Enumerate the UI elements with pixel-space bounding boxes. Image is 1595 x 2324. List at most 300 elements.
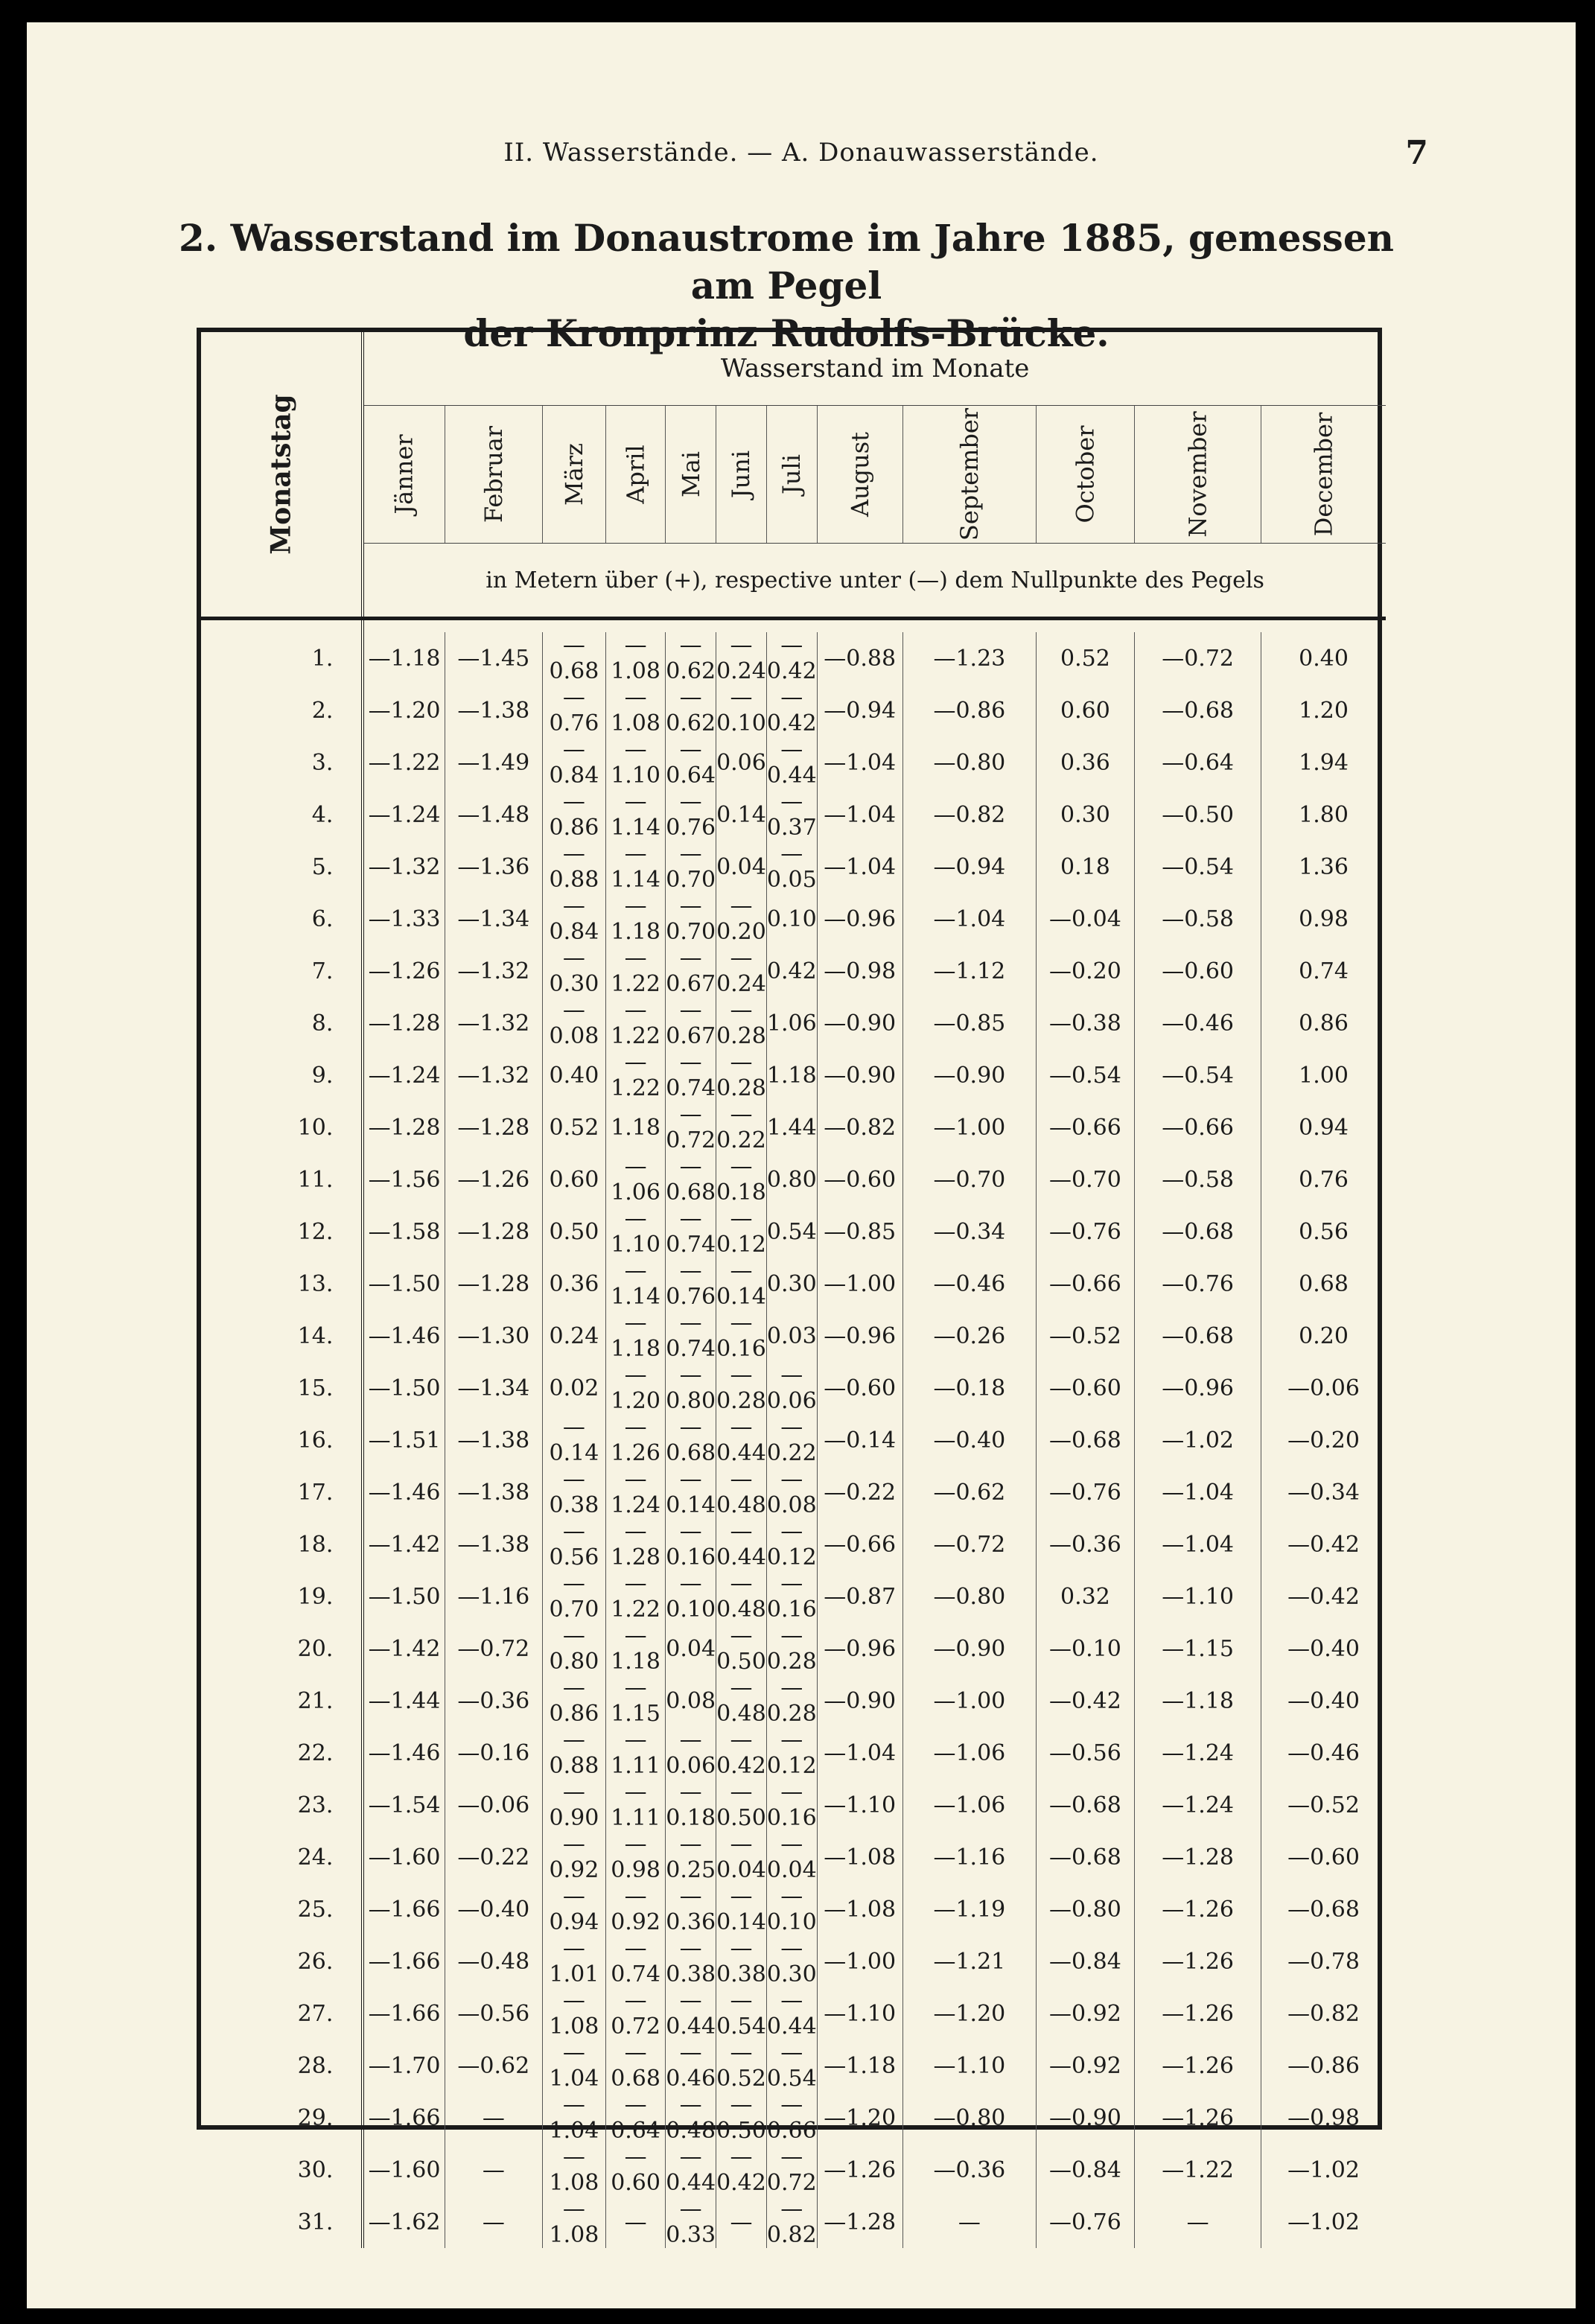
value-cell: —0.86 <box>902 684 1036 736</box>
value-cell: 0.30 <box>766 1258 817 1310</box>
value-cell: —0.70 <box>902 1153 1036 1206</box>
month-label: October <box>1071 425 1100 523</box>
value-cell: —0.64 <box>605 2092 665 2144</box>
value-cell: —1.22 <box>605 997 665 1049</box>
value-cell: —0.38 <box>666 1935 716 1987</box>
day-cell: 18. <box>201 1518 363 1570</box>
value-cell: —1.24 <box>363 1049 445 1101</box>
value-cell: —0.85 <box>817 1206 902 1258</box>
day-cell: 30. <box>201 2144 363 2196</box>
table-row <box>201 1206 1386 1258</box>
value-cell: —1.08 <box>605 632 665 684</box>
day-cell: 23. <box>201 1779 363 1831</box>
value-cell: —1.18 <box>605 893 665 945</box>
value-cell: —1.38 <box>445 684 542 736</box>
table-row <box>201 1987 1386 2040</box>
table-row <box>201 2144 1386 2196</box>
table-frame <box>197 328 1382 2248</box>
value-cell: —0.28 <box>766 1623 817 1675</box>
value-cell: —0.28 <box>716 1049 766 1101</box>
value-cell: —1.22 <box>605 945 665 997</box>
value-cell: —0.68 <box>1134 1310 1261 1362</box>
value-cell: —0.56 <box>1036 1727 1134 1779</box>
month-header-2 <box>445 406 542 544</box>
value-cell: —1.20 <box>817 2092 902 2144</box>
value-cell: —0.84 <box>542 893 605 945</box>
value-cell: —0.44 <box>766 736 817 789</box>
value-cell: —1.22 <box>605 1049 665 1101</box>
value-cell: —0.96 <box>1134 1362 1261 1414</box>
value-cell: —1.04 <box>1134 1466 1261 1518</box>
month-label: April <box>621 445 650 504</box>
value-cell: —0.38 <box>1036 997 1134 1049</box>
value-cell: —1.10 <box>902 2040 1036 2092</box>
value-cell: —1.06 <box>902 1779 1036 1831</box>
value-cell: —1.11 <box>605 1779 665 1831</box>
day-cell: 10. <box>201 1101 363 1153</box>
value-cell: —0.50 <box>716 1623 766 1675</box>
table-row <box>201 945 1386 997</box>
value-cell: —1.10 <box>817 1987 902 2040</box>
value-cell: 0.06 <box>716 736 767 789</box>
table-row <box>201 2040 1386 2092</box>
value-cell: —1.04 <box>817 789 902 841</box>
value-cell: —0.38 <box>542 1466 605 1518</box>
value-cell: —1.50 <box>363 1570 445 1623</box>
value-cell: — <box>445 2092 542 2144</box>
table-row <box>201 1466 1386 1518</box>
table-row <box>201 2092 1386 2144</box>
value-cell: —0.52 <box>1287 1792 1360 1818</box>
day-header-label: Monatstag <box>265 394 297 555</box>
value-cell: —1.08 <box>605 684 665 736</box>
value-cell: — <box>716 2196 767 2248</box>
value-cell: —0.37 <box>766 789 817 841</box>
value-cell: 0.68 <box>1299 1270 1349 1297</box>
value-cell: —1.08 <box>817 1831 902 1883</box>
value-cell: —0.90 <box>902 1623 1036 1675</box>
value-cell: —0.76 <box>1036 1206 1134 1258</box>
value-cell: —0.80 <box>902 2092 1036 2144</box>
day-cell: 7. <box>201 945 363 997</box>
value-cell: —0.62 <box>666 632 716 684</box>
month-header-4 <box>605 406 665 544</box>
value-cell: —1.38 <box>445 1466 542 1518</box>
day-cell: 22. <box>201 1727 363 1779</box>
value-cell: —0.18 <box>666 1779 716 1831</box>
value-cell: —1.10 <box>1134 1570 1261 1623</box>
value-cell: —0.68 <box>1036 1831 1134 1883</box>
value-cell: —0.94 <box>542 1883 605 1935</box>
value-cell: 0.40 <box>1299 645 1349 672</box>
value-cell: —1.42 <box>363 1623 445 1675</box>
month-label: März <box>559 443 588 506</box>
value-cell: —0.80 <box>902 1570 1036 1623</box>
value-cell: —1.22 <box>605 1570 665 1623</box>
value-cell: 0.80 <box>766 1153 817 1206</box>
value-cell: —1.10 <box>817 1779 902 1831</box>
group-header: Wasserstand im Monate <box>363 332 1385 406</box>
value-cell: —0.24 <box>716 945 766 997</box>
value-cell: —0.48 <box>445 1935 542 1987</box>
value-cell: —0.85 <box>902 997 1036 1049</box>
value-cell: 0.18 <box>1036 841 1134 893</box>
value-cell: —0.70 <box>542 1570 605 1623</box>
value-cell: —0.84 <box>1036 1935 1134 1987</box>
table-row <box>201 1727 1386 1779</box>
value-cell: —0.16 <box>766 1779 817 1831</box>
value-cell: —1.28 <box>605 1518 665 1570</box>
value-cell: —0.80 <box>542 1623 605 1675</box>
value-cell: —0.56 <box>542 1518 605 1570</box>
value-cell: —1.28 <box>445 1206 542 1258</box>
value-cell: 0.94 <box>1299 1114 1349 1141</box>
value-cell: —0.42 <box>1287 1583 1360 1610</box>
value-cell: —0.20 <box>1036 945 1134 997</box>
value-cell: —1.44 <box>363 1675 445 1727</box>
day-cell: 27. <box>201 1987 363 2040</box>
value-cell: —1.01 <box>542 1935 605 1987</box>
value-cell: —1.46 <box>363 1727 445 1779</box>
value-cell: —0.94 <box>902 841 1036 893</box>
value-cell: —0.50 <box>716 2092 766 2144</box>
value-cell: 0.52 <box>542 1101 605 1153</box>
value-cell: —0.54 <box>716 1987 766 2040</box>
value-cell: —0.22 <box>766 1414 817 1466</box>
day-cell: 24. <box>201 1831 363 1883</box>
value-cell: 0.03 <box>766 1310 817 1362</box>
table-row <box>201 632 1386 684</box>
value-cell: —1.30 <box>445 1310 542 1362</box>
value-cell: 0.02 <box>542 1362 605 1414</box>
value-cell: —0.18 <box>716 1153 766 1206</box>
value-cell: —0.72 <box>902 1518 1036 1570</box>
value-cell: —0.10 <box>1036 1623 1134 1675</box>
value-cell: —1.19 <box>902 1883 1036 1935</box>
value-cell: —0.58 <box>1134 1153 1261 1206</box>
value-cell: —1.24 <box>1134 1727 1261 1779</box>
value-cell: —0.64 <box>1134 736 1261 789</box>
day-cell: 20. <box>201 1623 363 1675</box>
value-cell: —0.14 <box>542 1414 605 1466</box>
table-row <box>201 1258 1386 1310</box>
value-cell: 0.36 <box>1036 736 1134 789</box>
value-cell: —1.08 <box>542 2144 605 2196</box>
value-cell: —0.62 <box>666 684 716 736</box>
value-cell: —0.56 <box>445 1987 542 2040</box>
day-cell: 14. <box>201 1310 363 1362</box>
table-row <box>201 2196 1386 2248</box>
value-cell: —0.82 <box>902 789 1036 841</box>
value-cell: —0.30 <box>542 945 605 997</box>
value-cell: —0.72 <box>1134 632 1261 684</box>
value-cell: —0.36 <box>1036 1518 1134 1570</box>
value-cell: —0.68 <box>542 632 605 684</box>
value-cell: —0.04 <box>1036 893 1134 945</box>
value-cell: —1.46 <box>363 1466 445 1518</box>
value-cell: —1.02 <box>1287 2156 1360 2183</box>
value-cell: —1.49 <box>445 736 542 789</box>
value-cell: —1.08 <box>817 1883 902 1935</box>
value-cell: —0.28 <box>716 1362 766 1414</box>
value-cell: —1.26 <box>817 2144 902 2196</box>
value-cell: —0.42 <box>766 684 817 736</box>
value-cell: —0.14 <box>817 1414 902 1466</box>
value-cell: 0.76 <box>1299 1166 1349 1193</box>
month-header-6 <box>716 406 767 544</box>
table-row <box>201 1310 1386 1362</box>
value-cell: —0.86 <box>1287 2052 1360 2079</box>
day-cell: 31. <box>201 2196 363 2248</box>
value-cell: —0.80 <box>1036 1883 1134 1935</box>
value-cell: — <box>1134 2196 1261 2248</box>
value-cell: —0.48 <box>666 2092 716 2144</box>
month-header-9 <box>902 406 1036 544</box>
value-cell: —0.70 <box>1036 1153 1134 1206</box>
value-cell: —1.26 <box>1134 2040 1261 2092</box>
value-cell: 0.56 <box>1299 1218 1349 1245</box>
value-cell: —0.60 <box>817 1153 902 1206</box>
day-cell: 2. <box>201 684 363 736</box>
value-cell: —0.76 <box>1036 2196 1134 2248</box>
value-cell: —0.82 <box>1287 2000 1360 2027</box>
value-cell: —1.34 <box>445 1362 542 1414</box>
value-cell: 1.44 <box>766 1101 817 1153</box>
day-cell: 21. <box>201 1675 363 1727</box>
value-cell: —1.50 <box>363 1258 445 1310</box>
value-cell: —0.62 <box>445 2040 542 2092</box>
table-row <box>201 1518 1386 1570</box>
value-cell: —0.90 <box>542 1779 605 1831</box>
value-cell: —0.52 <box>1036 1310 1134 1362</box>
table-row <box>201 1883 1386 1935</box>
value-cell: —0.28 <box>766 1675 817 1727</box>
value-cell: 1.94 <box>1299 749 1349 776</box>
value-cell: —1.18 <box>363 632 445 684</box>
value-cell: —1.00 <box>902 1101 1036 1153</box>
value-cell: —0.66 <box>1036 1258 1134 1310</box>
table-row <box>201 1675 1386 1727</box>
value-cell: —1.08 <box>542 2196 605 2248</box>
value-cell: —0.82 <box>766 2196 817 2248</box>
value-cell: —1.42 <box>363 1518 445 1570</box>
value-cell: —1.02 <box>1134 1414 1261 1466</box>
table-row <box>201 1049 1386 1101</box>
value-cell: —1.22 <box>1134 2144 1261 2196</box>
month-header-7 <box>766 406 817 544</box>
value-cell: 0.08 <box>666 1675 716 1727</box>
value-cell: 0.86 <box>1299 1010 1349 1037</box>
month-header-3 <box>542 406 605 544</box>
value-cell: — <box>902 2196 1036 2248</box>
value-cell: —0.76 <box>1134 1258 1261 1310</box>
table-row <box>201 1362 1386 1414</box>
value-cell: —0.68 <box>1036 1779 1134 1831</box>
value-cell: —0.60 <box>1036 1362 1134 1414</box>
value-cell: —0.60 <box>1287 1844 1360 1871</box>
value-cell: —1.28 <box>817 2196 902 2248</box>
value-cell: —0.90 <box>1036 2092 1134 2144</box>
value-cell: —1.11 <box>605 1727 665 1779</box>
value-cell: —0.98 <box>1287 2104 1360 2131</box>
value-cell: —0.10 <box>766 1883 817 1935</box>
value-cell: 0.74 <box>1299 958 1349 984</box>
value-cell: —1.62 <box>363 2196 445 2248</box>
value-cell: —1.12 <box>902 945 1036 997</box>
value-cell: —0.98 <box>817 945 902 997</box>
table-row <box>201 1831 1386 1883</box>
table-row <box>201 1153 1386 1206</box>
value-cell: —0.46 <box>666 2040 716 2092</box>
value-cell: —0.60 <box>605 2144 665 2196</box>
value-cell: —1.28 <box>1134 1831 1261 1883</box>
value-cell: —0.86 <box>542 1675 605 1727</box>
month-label: December <box>1309 412 1338 537</box>
value-cell: —0.80 <box>902 736 1036 789</box>
value-cell: —1.28 <box>363 997 445 1049</box>
value-cell: 1.80 <box>1299 801 1349 828</box>
value-cell: 0.32 <box>1036 1570 1134 1623</box>
table-row <box>201 684 1386 736</box>
value-cell: —0.06 <box>766 1362 817 1414</box>
value-cell: 0.98 <box>1299 905 1349 932</box>
value-cell: —0.40 <box>1287 1687 1360 1714</box>
value-cell: —0.44 <box>666 2144 716 2196</box>
value-cell: —1.66 <box>363 1935 445 1987</box>
value-cell: —0.72 <box>445 1623 542 1675</box>
page <box>27 22 1576 2308</box>
value-cell: —1.04 <box>817 736 902 789</box>
value-cell: —1.16 <box>902 1831 1036 1883</box>
value-cell: 1.20 <box>1299 697 1349 724</box>
value-cell: —0.50 <box>716 1779 766 1831</box>
value-cell: —1.26 <box>1134 2092 1261 2144</box>
value-cell: —1.15 <box>605 1675 665 1727</box>
value-cell: —0.70 <box>666 893 716 945</box>
value-cell: —1.18 <box>605 1623 665 1675</box>
value-cell: 0.36 <box>542 1258 605 1310</box>
value-cell: —1.00 <box>902 1675 1036 1727</box>
value-cell: —0.64 <box>666 736 716 789</box>
table-row <box>201 1101 1386 1153</box>
value-cell: —0.52 <box>716 2040 766 2092</box>
value-cell: —0.20 <box>1287 1427 1360 1454</box>
value-cell: —1.24 <box>1134 1779 1261 1831</box>
value-cell: —1.18 <box>817 2040 902 2092</box>
value-cell: —1.32 <box>363 841 445 893</box>
value-cell: 0.04 <box>666 1623 716 1675</box>
value-cell: 0.14 <box>716 789 767 841</box>
value-cell: —0.46 <box>902 1258 1036 1310</box>
value-cell: —0.67 <box>666 945 716 997</box>
table-row <box>201 1935 1386 1987</box>
value-cell: 0.24 <box>542 1310 605 1362</box>
value-cell: —0.24 <box>716 632 766 684</box>
value-cell: —0.33 <box>666 2196 716 2248</box>
value-cell: —0.42 <box>766 632 817 684</box>
day-cell: 4. <box>201 789 363 841</box>
value-cell: 1.06 <box>766 997 817 1049</box>
table-row <box>201 997 1386 1049</box>
value-cell: —0.42 <box>716 1727 766 1779</box>
value-cell: —0.76 <box>1036 1466 1134 1518</box>
value-cell: —1.38 <box>445 1414 542 1466</box>
value-cell: —1.20 <box>363 684 445 736</box>
value-cell: —0.54 <box>1134 1049 1261 1101</box>
value-cell: —0.06 <box>666 1727 716 1779</box>
value-cell: —0.04 <box>766 1831 817 1883</box>
value-cell: —1.48 <box>445 789 542 841</box>
value-cell: —1.45 <box>445 632 542 684</box>
value-cell: —0.68 <box>1036 1414 1134 1466</box>
month-label: Juni <box>727 450 756 499</box>
value-cell: —0.44 <box>716 1414 766 1466</box>
value-cell: —0.16 <box>766 1570 817 1623</box>
value-cell: —0.38 <box>716 1935 766 1987</box>
value-cell: 0.10 <box>766 893 817 945</box>
value-cell: —0.74 <box>666 1206 716 1258</box>
value-cell: —1.06 <box>902 1727 1036 1779</box>
value-cell: —0.58 <box>1134 893 1261 945</box>
day-cell: 25. <box>201 1883 363 1935</box>
value-cell: —1.26 <box>605 1414 665 1466</box>
value-cell: —1.26 <box>363 945 445 997</box>
day-cell: 3. <box>201 736 363 789</box>
month-label: Mai <box>676 451 705 498</box>
value-cell: —0.34 <box>1287 1479 1360 1506</box>
month-header-5 <box>666 406 716 544</box>
value-cell: —1.04 <box>817 841 902 893</box>
value-cell: —0.90 <box>902 1049 1036 1101</box>
header-separator <box>201 619 1386 633</box>
value-cell: —0.06 <box>445 1779 542 1831</box>
value-cell: —0.16 <box>716 1310 766 1362</box>
value-cell: —1.70 <box>363 2040 445 2092</box>
day-cell: 29. <box>201 2092 363 2144</box>
value-cell: —0.10 <box>716 684 766 736</box>
day-cell: 12. <box>201 1206 363 1258</box>
value-cell: —0.76 <box>666 1258 716 1310</box>
value-cell: —1.32 <box>445 945 542 997</box>
value-cell: 0.30 <box>1036 789 1134 841</box>
value-cell: —1.28 <box>445 1258 542 1310</box>
value-cell: —1.54 <box>363 1779 445 1831</box>
value-cell: —1.46 <box>363 1310 445 1362</box>
value-cell: —0.68 <box>605 2040 665 2092</box>
value-cell: —0.66 <box>1134 1101 1261 1153</box>
value-cell: —0.84 <box>542 736 605 789</box>
value-cell: 0.54 <box>766 1206 817 1258</box>
value-cell: —1.50 <box>363 1362 445 1414</box>
value-cell: —0.46 <box>1287 1739 1360 1766</box>
table-row <box>201 1414 1386 1466</box>
value-cell: 0.20 <box>1299 1322 1349 1349</box>
value-cell: —0.22 <box>445 1831 542 1883</box>
value-cell: —0.06 <box>1287 1375 1360 1401</box>
value-cell: —1.58 <box>363 1206 445 1258</box>
value-cell: —1.18 <box>1134 1675 1261 1727</box>
value-cell: —0.16 <box>445 1727 542 1779</box>
value-cell: —0.96 <box>817 893 902 945</box>
value-cell: —0.42 <box>1036 1675 1134 1727</box>
value-cell: —1.15 <box>1134 1623 1261 1675</box>
value-cell: —0.92 <box>605 1883 665 1935</box>
water-level-table <box>201 332 1386 2248</box>
value-cell: —0.90 <box>817 1675 902 1727</box>
value-cell: —0.88 <box>817 632 902 684</box>
table-row <box>201 736 1386 789</box>
month-label: September <box>955 407 984 541</box>
